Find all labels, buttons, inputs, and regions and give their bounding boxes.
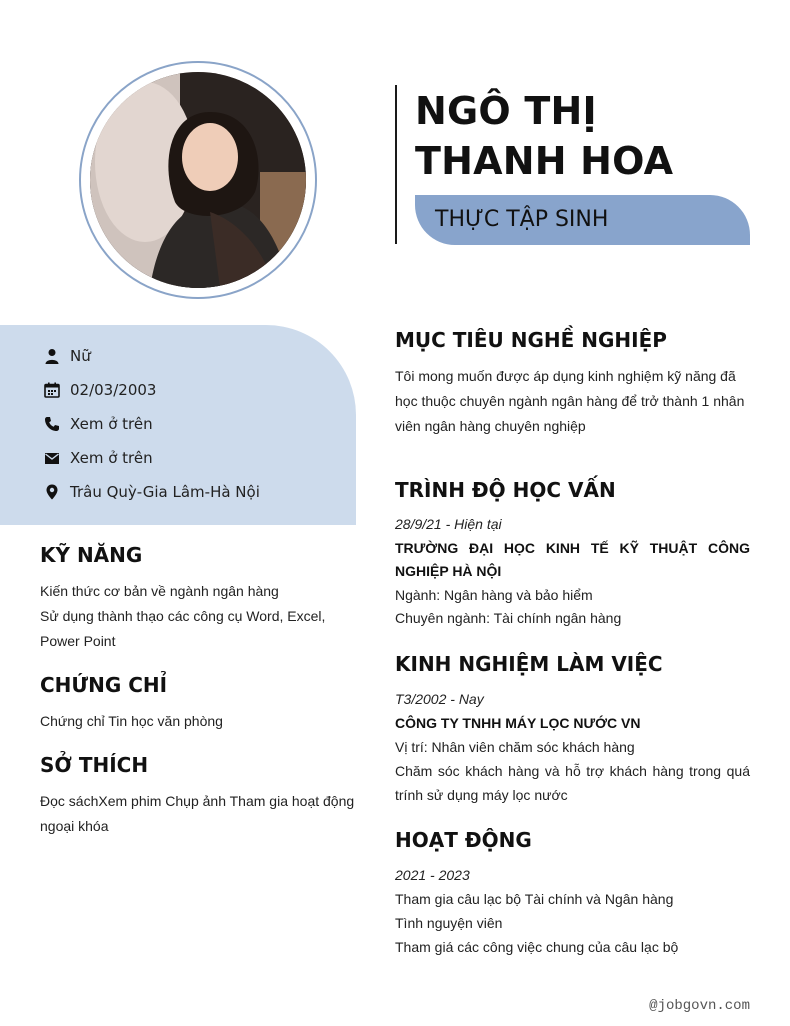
- education-specialization: Chuyên ngành: Tài chính ngân hàng: [395, 610, 622, 626]
- hobbies-heading: SỞ THÍCH: [40, 753, 149, 777]
- skills-heading: KỸ NĂNG: [40, 543, 143, 567]
- location-icon: [44, 484, 60, 500]
- activity-item: Tham giá các công việc chung của câu lạc bộ: [395, 939, 679, 955]
- email-value: Xem ở trên: [70, 449, 153, 467]
- skills-list: [40, 579, 355, 654]
- education-date: 28/9/21 - Hiện tại: [395, 516, 502, 532]
- activity-item: Tham gia câu lạc bộ Tài chính và Ngân hàng: [395, 891, 674, 907]
- experience-date: T3/2002 - Nay: [395, 691, 484, 707]
- contact-email: [44, 447, 153, 469]
- birthday-value: 02/03/2003: [70, 381, 157, 399]
- experience-heading: KINH NGHIỆM LÀM VIỆC: [395, 652, 663, 676]
- experience-description: Chăm sóc khách hàng và hỗ trợ khách hàng trong quá trính sử dụng máy lọc nước: [395, 763, 750, 803]
- objective-heading: MỤC TIÊU NGHỀ NGHIỆP: [395, 328, 667, 352]
- address-value: Trâu Quỳ-Gia Lâm-Hà Nội: [70, 483, 260, 501]
- education-school: TRƯỜNG ĐẠI HỌC KINH TẾ KỸ THUẬT CÔNG NGHIỆP HÀ NỘI: [395, 539, 750, 579]
- contact-phone: [44, 413, 153, 435]
- portrait-photo-icon: [90, 72, 306, 288]
- avatar-frame: [79, 61, 317, 299]
- activities-heading: HOẠT ĐỘNG: [395, 828, 532, 852]
- contact-birthday: [44, 379, 156, 401]
- contact-gender: [44, 345, 91, 367]
- certificate-item: Chứng chỉ Tin học văn phòng: [40, 713, 223, 729]
- watermark: @jobgovn.com: [649, 998, 750, 1014]
- experience-position: Vị trí: Nhân viên chăm sóc khách hàng: [395, 739, 635, 755]
- certificates-heading: CHỨNG CHỈ: [40, 673, 168, 697]
- certificates-list: [40, 709, 355, 734]
- education-major: Ngành: Ngân hàng và bảo hiểm: [395, 586, 593, 603]
- email-icon: [44, 450, 60, 466]
- user-icon: [44, 348, 60, 364]
- phone-icon: [44, 416, 60, 432]
- activity-item: Tình nguyện viên: [395, 915, 503, 931]
- education-block: [395, 513, 750, 631]
- experience-company: CÔNG TY TNHH MÁY LỌC NƯỚC VN: [395, 715, 641, 731]
- objective-text: Tôi mong muốn được áp dụng kinh nghiệm kỹ năng đã học thuộc chuyên ngành ngân hàng để trở thành 1 nhân viên ngân hàng chuyên nghiệp: [395, 368, 745, 434]
- candidate-name: NGÔ THỊ THANH HOA: [415, 89, 674, 183]
- contact-address: [44, 481, 260, 503]
- activities-block: [395, 863, 750, 959]
- skill-item: Sử dụng thành thạo các công cụ Word, Excel, Power Point: [40, 608, 326, 649]
- gender-value: Nữ: [70, 347, 91, 365]
- experience-block: [395, 687, 750, 807]
- skill-item: Kiến thức cơ bản về ngành ngân hàng: [40, 583, 279, 599]
- phone-value: Xem ở trên: [70, 415, 153, 433]
- job-title-badge: THỰC TẬP SINH: [415, 195, 750, 245]
- calendar-icon: [44, 382, 60, 398]
- hobbies-text: Đọc sáchXem phim Chụp ảnh Tham gia hoạt động ngoại khóa: [40, 793, 355, 834]
- education-heading: TRÌNH ĐỘ HỌC VẤN: [395, 478, 616, 502]
- header-divider: [395, 85, 397, 244]
- avatar: [90, 72, 306, 288]
- activities-date: 2021 - 2023: [395, 867, 470, 883]
